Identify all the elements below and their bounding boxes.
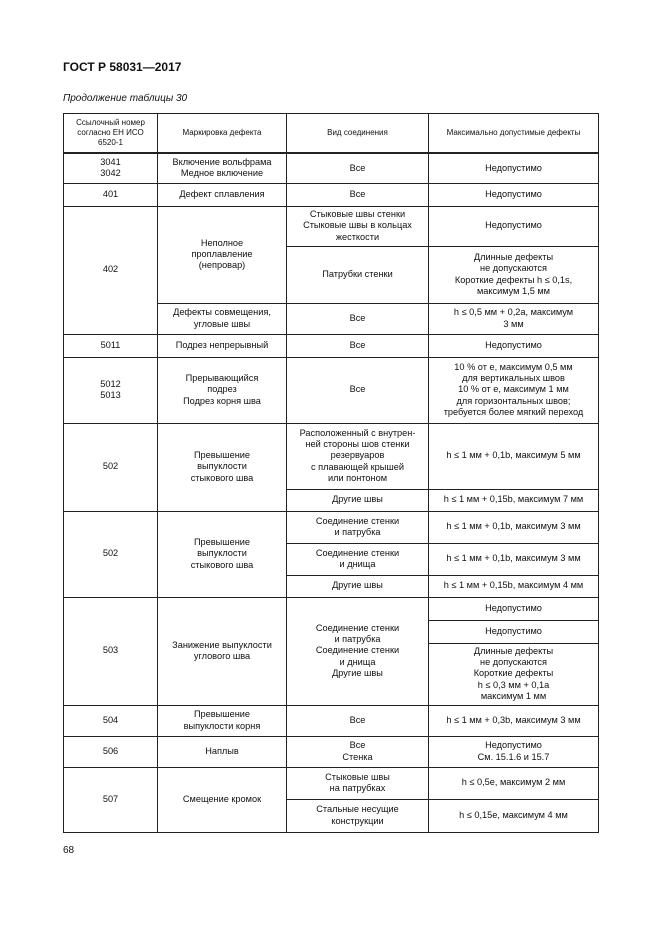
cell-max-defects: [429, 357, 599, 423]
cell-line: См. 15.1.6 и 15.7: [477, 751, 550, 762]
cell-line: (непровар): [198, 260, 246, 271]
cell-line: не допускаются: [480, 263, 547, 274]
table-row: [64, 511, 599, 543]
cell-line: 3041: [100, 157, 121, 168]
cell-line: максимум 1,5 мм: [476, 285, 550, 296]
cell-joint-type: [287, 206, 429, 246]
cell-line: Короткие дефекты: [473, 668, 554, 679]
cell-line: Соединение стенки: [315, 547, 400, 558]
cell-max-defects: h ≤ 1 мм + 0,3b, максимум 3 мм: [429, 705, 599, 736]
table-row: [64, 597, 599, 620]
cell-line: Превышение: [193, 709, 251, 720]
table-row: [64, 705, 599, 736]
cell-line: жесткости: [335, 231, 380, 242]
cell-joint-type: Все: [287, 153, 429, 183]
cell-max-defects: Недопустимо: [429, 206, 599, 246]
cell-line: Соединение стенки: [315, 623, 400, 634]
cell-max-defects: h ≤ 1 мм + 0,1b, максимум 5 мм: [429, 423, 599, 489]
cell-line: Медное включение: [180, 168, 264, 179]
cell-line: угловые швы: [193, 318, 251, 329]
table-row: [64, 183, 599, 206]
cell-max-defects: [429, 246, 599, 303]
cell-max-defects: Недопустимо: [429, 183, 599, 206]
cell-line: Превышение: [193, 537, 251, 548]
cell-ref-number: 401: [64, 183, 158, 206]
cell-defect-marking: [158, 511, 287, 597]
cell-line: 10 % от e, максимум 1 мм: [458, 384, 569, 395]
cell-line: резервуаров: [330, 450, 385, 461]
cell-line: Соединение стенки: [315, 645, 400, 656]
cell-max-defects: Недопустимо: [429, 597, 599, 620]
cell-line: Другие швы: [332, 667, 383, 678]
cell-line: Короткие дефекты h ≤ 0,1s,: [454, 274, 573, 285]
table-row: [64, 206, 599, 246]
column-header-joint-type: Вид соединения: [287, 114, 429, 154]
cell-defect-marking: Подрез непрерывный: [158, 334, 287, 357]
cell-joint-type: [287, 597, 429, 705]
cell-joint-type: [287, 423, 429, 489]
cell-ref-number: 5011: [64, 334, 158, 357]
document-title: ГОСТ Р 58031—2017: [63, 60, 182, 74]
table-header-row: [64, 114, 599, 154]
cell-line: Соединение стенки: [315, 515, 400, 526]
cell-joint-type: Все: [287, 705, 429, 736]
cell-ref-number: 502: [64, 511, 158, 597]
cell-line: Дефекты совмещения,: [173, 307, 271, 318]
cell-max-defects: Недопустимо: [429, 334, 599, 357]
cell-ref-number: 402: [64, 206, 158, 334]
cell-line: Стальные несущие: [316, 804, 399, 815]
cell-line: выпуклости: [197, 461, 247, 472]
cell-defect-marking: Дефект сплавления: [158, 183, 287, 206]
cell-line: проплавление: [191, 248, 253, 259]
cell-joint-type: [287, 543, 429, 575]
cell-line: ней стороны шов стенки: [305, 439, 410, 450]
cell-max-defects: [429, 303, 599, 334]
cell-joint-type: [287, 799, 429, 832]
cell-line: h ≤ 0,5 мм + 0,2a, максимум: [453, 307, 574, 318]
cell-defect-marking: [158, 206, 287, 303]
cell-line: стыкового шва: [190, 472, 254, 483]
cell-max-defects: h ≤ 0,5e, максимум 2 мм: [429, 767, 599, 799]
cell-line: подрез: [207, 384, 237, 395]
cell-max-defects: h ≤ 1 мм + 0,1b, максимум 3 мм: [429, 511, 599, 543]
cell-defect-marking: Смещение кромок: [158, 767, 287, 832]
cell-defect-marking: [158, 357, 287, 423]
cell-line: 5013: [100, 390, 121, 400]
cell-defect-marking: [158, 153, 287, 183]
table-row: [64, 423, 599, 489]
cell-ref-number: 504: [64, 705, 158, 736]
cell-line: Все: [349, 740, 366, 751]
cell-ref-number: 507: [64, 767, 158, 832]
cell-joint-type: Другие швы: [287, 575, 429, 597]
cell-defect-marking: [158, 303, 287, 334]
cell-line: Включение вольфрама: [172, 157, 272, 168]
cell-line: и днища: [339, 559, 376, 569]
cell-line: 5012: [100, 378, 121, 389]
cell-line: для горизонтальных швов;: [456, 395, 571, 406]
cell-line: и днища: [339, 656, 376, 667]
cell-line: на патрубках: [329, 783, 386, 793]
column-header-ref-number: Ссылочный номер согласно ЕН ИСО 6520-1: [64, 114, 158, 154]
cell-line: конструкции: [331, 815, 384, 826]
page-number: 68: [63, 845, 75, 856]
cell-joint-type: Другие швы: [287, 489, 429, 511]
cell-line: и патрубка: [334, 527, 381, 537]
cell-joint-type: Все: [287, 334, 429, 357]
cell-joint-type: Все: [287, 183, 429, 206]
cell-line: 10 % от e, максимум 0,5 мм: [454, 362, 573, 373]
cell-line: выпуклости: [197, 548, 247, 559]
table-row: [64, 736, 599, 767]
cell-ref-number: [64, 153, 158, 183]
cell-line: h ≤ 0,3 мм + 0,1a: [477, 679, 550, 690]
cell-max-defects: h ≤ 0,15e, максимум 4 мм: [429, 799, 599, 832]
cell-line: или понтоном: [327, 472, 388, 483]
cell-max-defects: Недопустимо: [429, 153, 599, 183]
table-caption: Продолжение таблицы 30: [63, 93, 188, 104]
cell-line: требуется более мягкий переход: [443, 406, 584, 417]
cell-line: Расположенный с внутрен-: [299, 428, 416, 439]
cell-line: стыкового шва: [190, 559, 254, 570]
cell-line: 3 мм: [503, 318, 524, 329]
cell-line: Занижение выпуклости: [172, 639, 272, 650]
cell-line: для вертикальных швов: [462, 373, 565, 384]
cell-line: Прерывающийся: [185, 373, 259, 384]
cell-defect-marking: Наплыв: [158, 736, 287, 767]
cell-line: не допускаются: [480, 657, 547, 668]
cell-max-defects: [429, 736, 599, 767]
table-row: [64, 357, 599, 423]
cell-max-defects: h ≤ 1 мм + 0,15b, максимум 7 мм: [429, 489, 599, 511]
cell-defect-marking: [158, 705, 287, 736]
cell-max-defects: h ≤ 1 мм + 0,15b, максимум 4 мм: [429, 575, 599, 597]
cell-defect-marking: [158, 423, 287, 511]
cell-max-defects: Недопустимо: [429, 620, 599, 643]
column-header-defect-marking: Маркировка дефекта: [158, 114, 287, 154]
cell-line: Длинные дефекты: [473, 646, 554, 657]
cell-defect-marking: [158, 597, 287, 705]
cell-max-defects: [429, 643, 599, 705]
cell-joint-type: [287, 511, 429, 543]
cell-ref-number: 502: [64, 423, 158, 511]
column-header-max-defects: Максимально допустимые дефекты: [429, 114, 599, 154]
cell-line: Стенка: [342, 751, 373, 762]
cell-line: 3042: [100, 168, 121, 179]
cell-line: Стыковые швы стенки: [309, 209, 406, 220]
cell-joint-type: Все: [287, 357, 429, 423]
table-row: [64, 334, 599, 357]
cell-line: Стыковые швы: [325, 771, 390, 782]
cell-line: Неполное: [200, 237, 244, 248]
cell-line: Длинные дефекты: [473, 252, 554, 263]
cell-line: и патрубка: [334, 634, 381, 645]
table-row: [64, 153, 599, 183]
cell-max-defects: h ≤ 1 мм + 0,1b, максимум 3 мм: [429, 543, 599, 575]
defects-table: [63, 113, 599, 833]
cell-joint-type: Патрубки стенки: [287, 246, 429, 303]
cell-joint-type: [287, 736, 429, 767]
cell-line: Стыковые швы в кольцах: [303, 220, 412, 231]
cell-line: Превышение: [193, 450, 251, 461]
cell-joint-type: Все: [287, 303, 429, 334]
cell-ref-number: 503: [64, 597, 158, 705]
cell-joint-type: [287, 767, 429, 799]
cell-ref-number: 506: [64, 736, 158, 767]
cell-line: Подрез корня шва: [183, 395, 261, 406]
cell-ref-number: [64, 357, 158, 423]
cell-line: выпуклости корня: [183, 720, 261, 731]
cell-line: с плавающей крышей: [311, 461, 404, 472]
cell-line: Недопустимо: [485, 740, 542, 751]
cell-line: максимум 1 мм: [480, 690, 547, 701]
cell-line: углового шва: [193, 651, 251, 661]
table-row: [64, 767, 599, 799]
